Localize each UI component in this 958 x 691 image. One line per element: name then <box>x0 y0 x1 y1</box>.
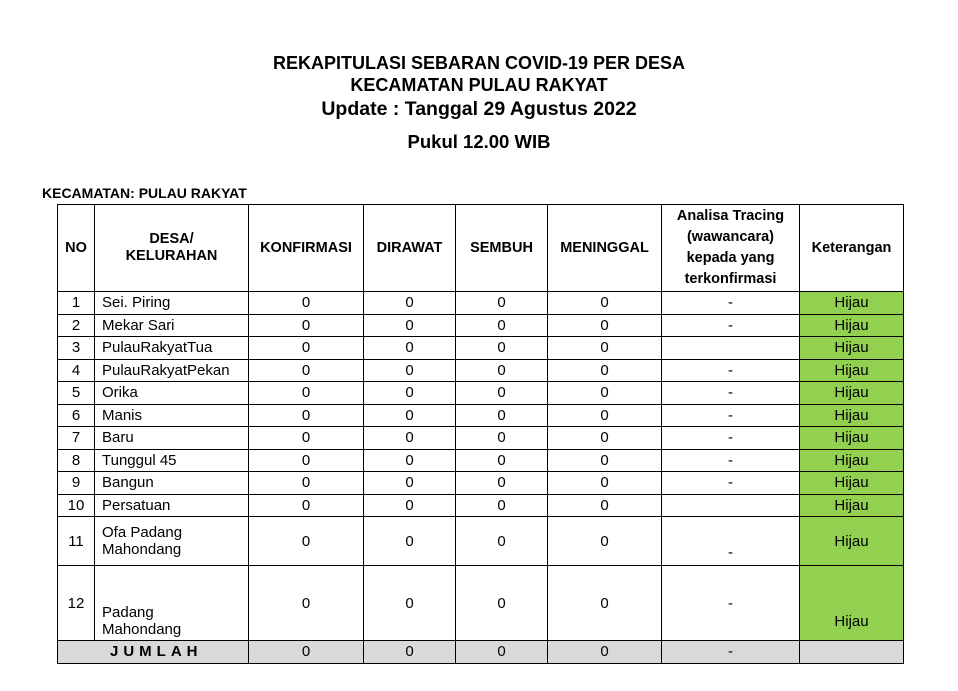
cell-nama <box>95 566 249 641</box>
update-time: Pukul 12.00 WIB <box>407 131 551 152</box>
cell-sembuh: 0 <box>456 314 548 337</box>
cell-konfirmasi: 0 <box>249 292 364 315</box>
cell-no: 10 <box>58 494 95 517</box>
cell-dirawat: 0 <box>364 472 456 495</box>
cell-dirawat: 0 <box>364 494 456 517</box>
cell-konfirmasi: 0 <box>249 566 364 641</box>
cell-dirawat: 0 <box>364 427 456 450</box>
cell-konfirmasi: 0 <box>249 382 364 405</box>
cell-keterangan: Hijau <box>800 382 904 405</box>
cell-meninggal: 0 <box>548 566 662 641</box>
col-header-sembuh: SEMBUH <box>456 205 548 292</box>
cell-keterangan: Hijau <box>800 472 904 495</box>
cell-nama: Sei. Piring <box>95 292 249 315</box>
cell-dirawat: 0 <box>364 382 456 405</box>
cell-konfirmasi: 0 <box>249 337 364 360</box>
cell-sembuh: 0 <box>456 449 548 472</box>
table-row <box>58 359 904 382</box>
cell-nama: Mekar Sari <box>95 314 249 337</box>
cell-no: 4 <box>58 359 95 382</box>
table-row <box>58 494 904 517</box>
document-header <box>0 52 958 154</box>
cell-dirawat: 0 <box>364 292 456 315</box>
cell-konfirmasi: 0 <box>249 472 364 495</box>
cell-no: 1 <box>58 292 95 315</box>
cell-meninggal: 0 <box>548 472 662 495</box>
total-row <box>58 641 904 664</box>
cell-sembuh: 0 <box>456 427 548 450</box>
cell-meninggal: 0 <box>548 517 662 566</box>
cell-sembuh: 0 <box>456 404 548 427</box>
cell-meninggal: 0 <box>548 314 662 337</box>
table-row <box>58 566 904 641</box>
cell-keterangan: Hijau <box>800 292 904 315</box>
cell-nama <box>95 517 249 566</box>
cell-keterangan: Hijau <box>800 359 904 382</box>
col-header-tracing <box>662 205 800 292</box>
cell-keterangan: Hijau <box>800 449 904 472</box>
cell-keterangan: Hijau <box>800 494 904 517</box>
cell-no: 5 <box>58 382 95 405</box>
cell-meninggal: 0 <box>548 404 662 427</box>
cell-nama-line2: Mahondang <box>102 541 182 558</box>
cell-meninggal: 0 <box>548 427 662 450</box>
cell-konfirmasi: 0 <box>249 404 364 427</box>
title-line-2: KECAMATAN PULAU RAKYAT <box>350 75 608 95</box>
table-row <box>58 472 904 495</box>
total-tracing: - <box>662 641 800 664</box>
cell-keterangan: Hijau <box>800 566 904 641</box>
cell-no: 7 <box>58 427 95 450</box>
cell-nama: Persatuan <box>95 494 249 517</box>
cell-meninggal: 0 <box>548 449 662 472</box>
cell-no: 9 <box>58 472 95 495</box>
cell-dirawat: 0 <box>364 314 456 337</box>
cell-tracing: - <box>662 517 800 566</box>
cell-keterangan: Hijau <box>800 404 904 427</box>
cell-sembuh: 0 <box>456 566 548 641</box>
cell-dirawat: 0 <box>364 337 456 360</box>
cell-keterangan: Hijau <box>800 427 904 450</box>
cell-keterangan: Hijau <box>800 314 904 337</box>
total-dirawat: 0 <box>364 641 456 664</box>
cell-nama: Manis <box>95 404 249 427</box>
table-row <box>58 404 904 427</box>
table-row <box>58 337 904 360</box>
cell-no: 6 <box>58 404 95 427</box>
kecamatan-label: KECAMATAN: PULAU RAKYAT <box>42 185 247 201</box>
cell-sembuh: 0 <box>456 337 548 360</box>
cell-konfirmasi: 0 <box>249 449 364 472</box>
cell-tracing: - <box>662 404 800 427</box>
col-header-dirawat: DIRAWAT <box>364 205 456 292</box>
cell-sembuh: 0 <box>456 517 548 566</box>
cell-konfirmasi: 0 <box>249 314 364 337</box>
total-label: JUMLAH <box>58 641 249 664</box>
cell-sembuh: 0 <box>456 382 548 405</box>
cell-nama: PulauRakyatTua <box>95 337 249 360</box>
cell-tracing <box>662 494 800 517</box>
cell-tracing <box>662 337 800 360</box>
cell-meninggal: 0 <box>548 292 662 315</box>
table-row <box>58 314 904 337</box>
col-header-tracing-line2: (wawancara) <box>686 229 775 245</box>
cell-no: 8 <box>58 449 95 472</box>
cell-sembuh: 0 <box>456 472 548 495</box>
cell-meninggal: 0 <box>548 382 662 405</box>
total-konfirmasi: 0 <box>249 641 364 664</box>
cell-tracing: - <box>662 472 800 495</box>
col-header-keterangan: Keterangan <box>800 205 904 292</box>
col-header-tracing-line1: Analisa Tracing <box>676 208 785 224</box>
cell-nama-line2: Mahondang <box>102 621 182 638</box>
total-keterangan <box>800 641 904 664</box>
cell-dirawat: 0 <box>364 359 456 382</box>
table-row <box>58 517 904 566</box>
cell-sembuh: 0 <box>456 292 548 315</box>
table-header-row <box>58 205 904 292</box>
col-header-tracing-line3: kepada yang <box>686 250 775 266</box>
cell-meninggal: 0 <box>548 494 662 517</box>
cell-dirawat: 0 <box>364 404 456 427</box>
total-sembuh: 0 <box>456 641 548 664</box>
cell-nama: Tunggul 45 <box>95 449 249 472</box>
table-row <box>58 427 904 450</box>
cell-nama-line1: Ofa Padang <box>102 524 183 541</box>
cell-sembuh: 0 <box>456 494 548 517</box>
cell-keterangan: Hijau <box>800 517 904 566</box>
cell-tracing: - <box>662 292 800 315</box>
cell-no: 11 <box>58 517 95 566</box>
cell-no: 2 <box>58 314 95 337</box>
title-line-1: REKAPITULASI SEBARAN COVID-19 PER DESA <box>272 53 686 73</box>
col-header-desa <box>95 205 249 292</box>
cell-meninggal: 0 <box>548 337 662 360</box>
cell-konfirmasi: 0 <box>249 494 364 517</box>
cell-sembuh: 0 <box>456 359 548 382</box>
col-header-konfirmasi: KONFIRMASI <box>249 205 364 292</box>
update-date: Update : Tanggal 29 Agustus 2022 <box>321 98 637 120</box>
col-header-no: NO <box>58 205 95 292</box>
cell-konfirmasi: 0 <box>249 517 364 566</box>
col-header-meninggal: MENINGGAL <box>548 205 662 292</box>
cell-tracing: - <box>662 427 800 450</box>
table-row <box>58 382 904 405</box>
cell-dirawat: 0 <box>364 566 456 641</box>
cell-tracing: - <box>662 359 800 382</box>
cell-tracing: - <box>662 449 800 472</box>
cell-tracing: - <box>662 382 800 405</box>
cell-tracing: - <box>662 314 800 337</box>
covid-recap-table <box>57 204 904 664</box>
cell-dirawat: 0 <box>364 517 456 566</box>
cell-no: 12 <box>58 566 95 641</box>
cell-nama: PulauRakyatPekan <box>95 359 249 382</box>
total-meninggal: 0 <box>548 641 662 664</box>
col-header-tracing-line4: terkonfirmasi <box>684 271 777 287</box>
col-header-desa-line1: DESA/ <box>149 231 194 247</box>
cell-nama: Bangun <box>95 472 249 495</box>
cell-tracing: - <box>662 566 800 641</box>
cell-nama: Orika <box>95 382 249 405</box>
table-row <box>58 449 904 472</box>
cell-konfirmasi: 0 <box>249 427 364 450</box>
col-header-desa-line2: KELURAHAN <box>125 248 218 264</box>
cell-nama: Baru <box>95 427 249 450</box>
cell-meninggal: 0 <box>548 359 662 382</box>
table-row <box>58 292 904 315</box>
cell-keterangan: Hijau <box>800 337 904 360</box>
cell-nama-line1: Padang <box>102 604 154 621</box>
cell-dirawat: 0 <box>364 449 456 472</box>
cell-no: 3 <box>58 337 95 360</box>
cell-konfirmasi: 0 <box>249 359 364 382</box>
